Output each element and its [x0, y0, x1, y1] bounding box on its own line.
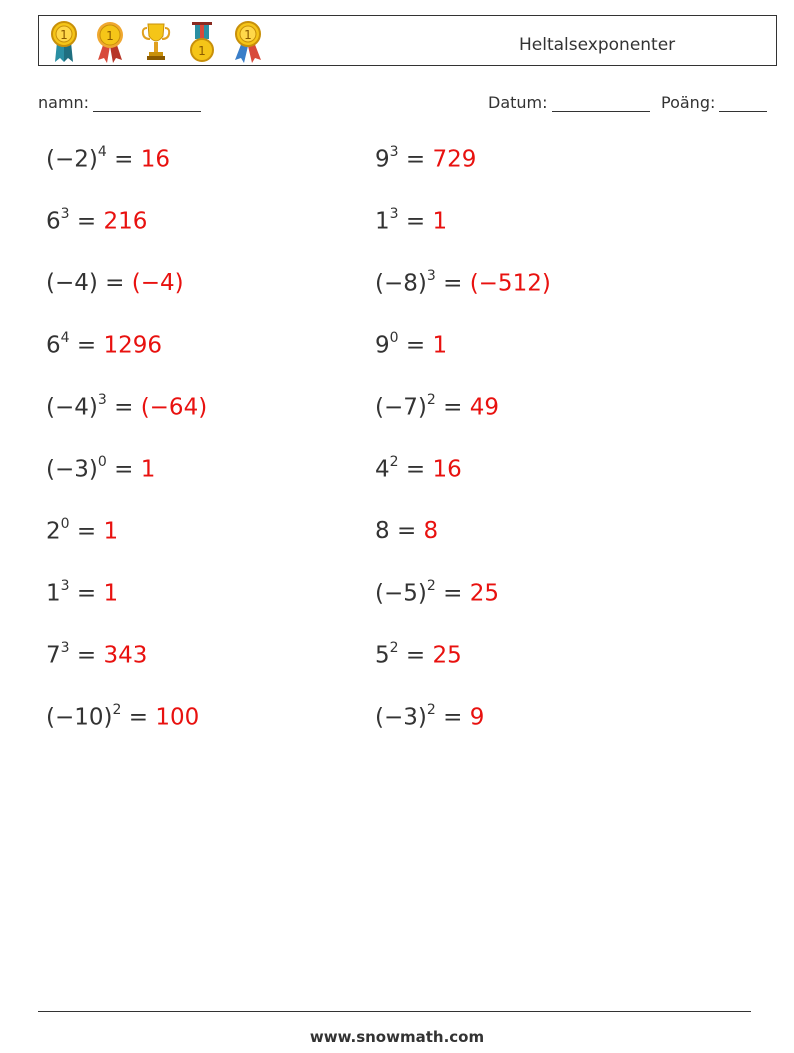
problem-item [46, 270, 184, 296]
problem-item [375, 580, 499, 607]
equals-sign: = [398, 332, 433, 359]
problem-base: 4 [375, 456, 390, 483]
equals-sign: = [398, 456, 433, 483]
problem-answer: 1 [103, 580, 119, 607]
date-blank[interactable] [552, 95, 650, 112]
trophy-icon [139, 20, 173, 64]
problem-item [46, 456, 155, 483]
problem-exponent: 2 [426, 702, 436, 718]
problem-base: 2 [46, 518, 61, 545]
problem-answer: (−4) [131, 270, 184, 296]
equals-sign: = [435, 580, 470, 607]
equals-sign: = [435, 704, 470, 731]
problem-item [46, 704, 199, 731]
footer-divider [38, 1011, 751, 1012]
problem-base: 7 [46, 642, 61, 669]
problem-answer: 216 [103, 208, 148, 235]
problem-base: (−7) [375, 394, 427, 421]
medal-ribbon-icon [47, 20, 81, 64]
problem-exponent: 3 [60, 206, 70, 222]
problem-base: (−4) [46, 394, 98, 421]
name-label: namn: [38, 93, 90, 112]
medal-rosette-icon [93, 20, 127, 64]
problem-answer: 1 [432, 332, 448, 359]
score-label: Poäng: [661, 93, 716, 112]
worksheet-header [38, 15, 777, 66]
problem-exponent: 2 [112, 702, 122, 718]
equals-sign: = [69, 332, 104, 359]
problem-exponent: 2 [389, 640, 399, 656]
problem-answer: 16 [432, 456, 462, 483]
equals-sign: = [398, 208, 433, 235]
problem-answer: 8 [423, 518, 439, 544]
name-field [38, 93, 201, 112]
problem-item [375, 456, 462, 483]
problem-answer: 9 [469, 704, 485, 731]
problem-answer: 343 [103, 642, 148, 669]
score-blank[interactable] [719, 95, 767, 112]
problem-item [46, 518, 118, 545]
problem-base: 6 [46, 332, 61, 359]
problem-exponent: 4 [60, 330, 70, 346]
problem-base: 1 [375, 208, 390, 235]
equals-sign: = [398, 146, 433, 173]
date-label: Datum: [488, 93, 548, 112]
problem-item [46, 580, 118, 607]
problem-base: 9 [375, 146, 390, 173]
problem-base: 6 [46, 208, 61, 235]
equals-sign: = [106, 456, 141, 483]
problem-base: 9 [375, 332, 390, 359]
problem-item [46, 394, 207, 421]
problem-base: (−10) [46, 704, 113, 731]
medal-icons [47, 20, 265, 64]
problem-exponent: 0 [97, 454, 107, 470]
problem-item [375, 332, 447, 359]
problem-exponent: 0 [389, 330, 399, 346]
score-field [661, 93, 767, 112]
medal-hanger-icon [185, 20, 219, 64]
equals-sign: = [435, 270, 470, 297]
problem-exponent: 3 [389, 144, 399, 160]
problem-item [375, 270, 551, 297]
problem-base: 1 [46, 580, 61, 607]
problem-answer: 49 [469, 394, 499, 421]
medal-ribbon-icon [231, 20, 265, 64]
problem-exponent: 2 [426, 392, 436, 408]
problem-answer: 1 [140, 456, 156, 483]
problem-base: (−2) [46, 146, 98, 173]
problem-base: 8 [375, 518, 390, 544]
svg-text:1: 1 [244, 28, 252, 42]
problem-answer: (−512) [469, 270, 551, 297]
svg-text:1: 1 [198, 44, 206, 58]
problem-item [46, 642, 147, 669]
footer-url: www.snowmath.com [309, 1028, 485, 1046]
problem-item [46, 332, 162, 359]
problem-answer: 1296 [103, 332, 163, 359]
problem-item [46, 208, 147, 235]
equals-sign: = [389, 518, 424, 544]
problem-exponent: 3 [60, 640, 70, 656]
problem-exponent: 2 [389, 454, 399, 470]
problem-base: (−5) [375, 580, 427, 607]
equals-sign: = [69, 580, 104, 607]
equals-sign: = [69, 518, 104, 545]
date-field [488, 93, 650, 112]
problem-answer: 25 [469, 580, 499, 607]
problem-answer: 1 [432, 208, 448, 235]
problem-answer: 729 [432, 146, 477, 173]
problem-answer: 16 [140, 146, 170, 173]
equals-sign: = [69, 208, 104, 235]
problem-exponent: 4 [97, 144, 107, 160]
problem-answer: (−64) [140, 394, 208, 421]
problem-answer: 25 [432, 642, 462, 669]
problem-base: (−8) [375, 270, 427, 297]
problem-item [375, 518, 438, 544]
problem-base: 5 [375, 642, 390, 669]
problem-item [375, 394, 499, 421]
equals-sign: = [398, 642, 433, 669]
equals-sign: = [435, 394, 470, 421]
problem-answer: 1 [103, 518, 119, 545]
problem-item [46, 146, 170, 173]
problem-item [375, 146, 476, 173]
problem-exponent: 0 [60, 516, 70, 532]
problem-exponent: 2 [426, 578, 436, 594]
problem-exponent: 3 [60, 578, 70, 594]
equals-sign: = [97, 270, 132, 296]
problem-exponent: 3 [389, 206, 399, 222]
problem-exponent: 3 [426, 268, 436, 284]
svg-text:1: 1 [60, 28, 68, 42]
problem-base: (−3) [46, 456, 98, 483]
equals-sign: = [106, 146, 141, 173]
worksheet-title: Heltalsexponenter [519, 35, 676, 55]
problem-item [375, 704, 484, 731]
problem-item [375, 208, 447, 235]
equals-sign: = [69, 642, 104, 669]
problem-exponent: 3 [97, 392, 107, 408]
problem-base: (−3) [375, 704, 427, 731]
svg-text:1: 1 [106, 29, 114, 43]
equals-sign: = [106, 394, 141, 421]
problem-base: (−4) [46, 270, 98, 296]
name-blank[interactable] [93, 95, 201, 112]
problem-item [375, 642, 462, 669]
equals-sign: = [121, 704, 156, 731]
problem-answer: 100 [155, 704, 200, 731]
